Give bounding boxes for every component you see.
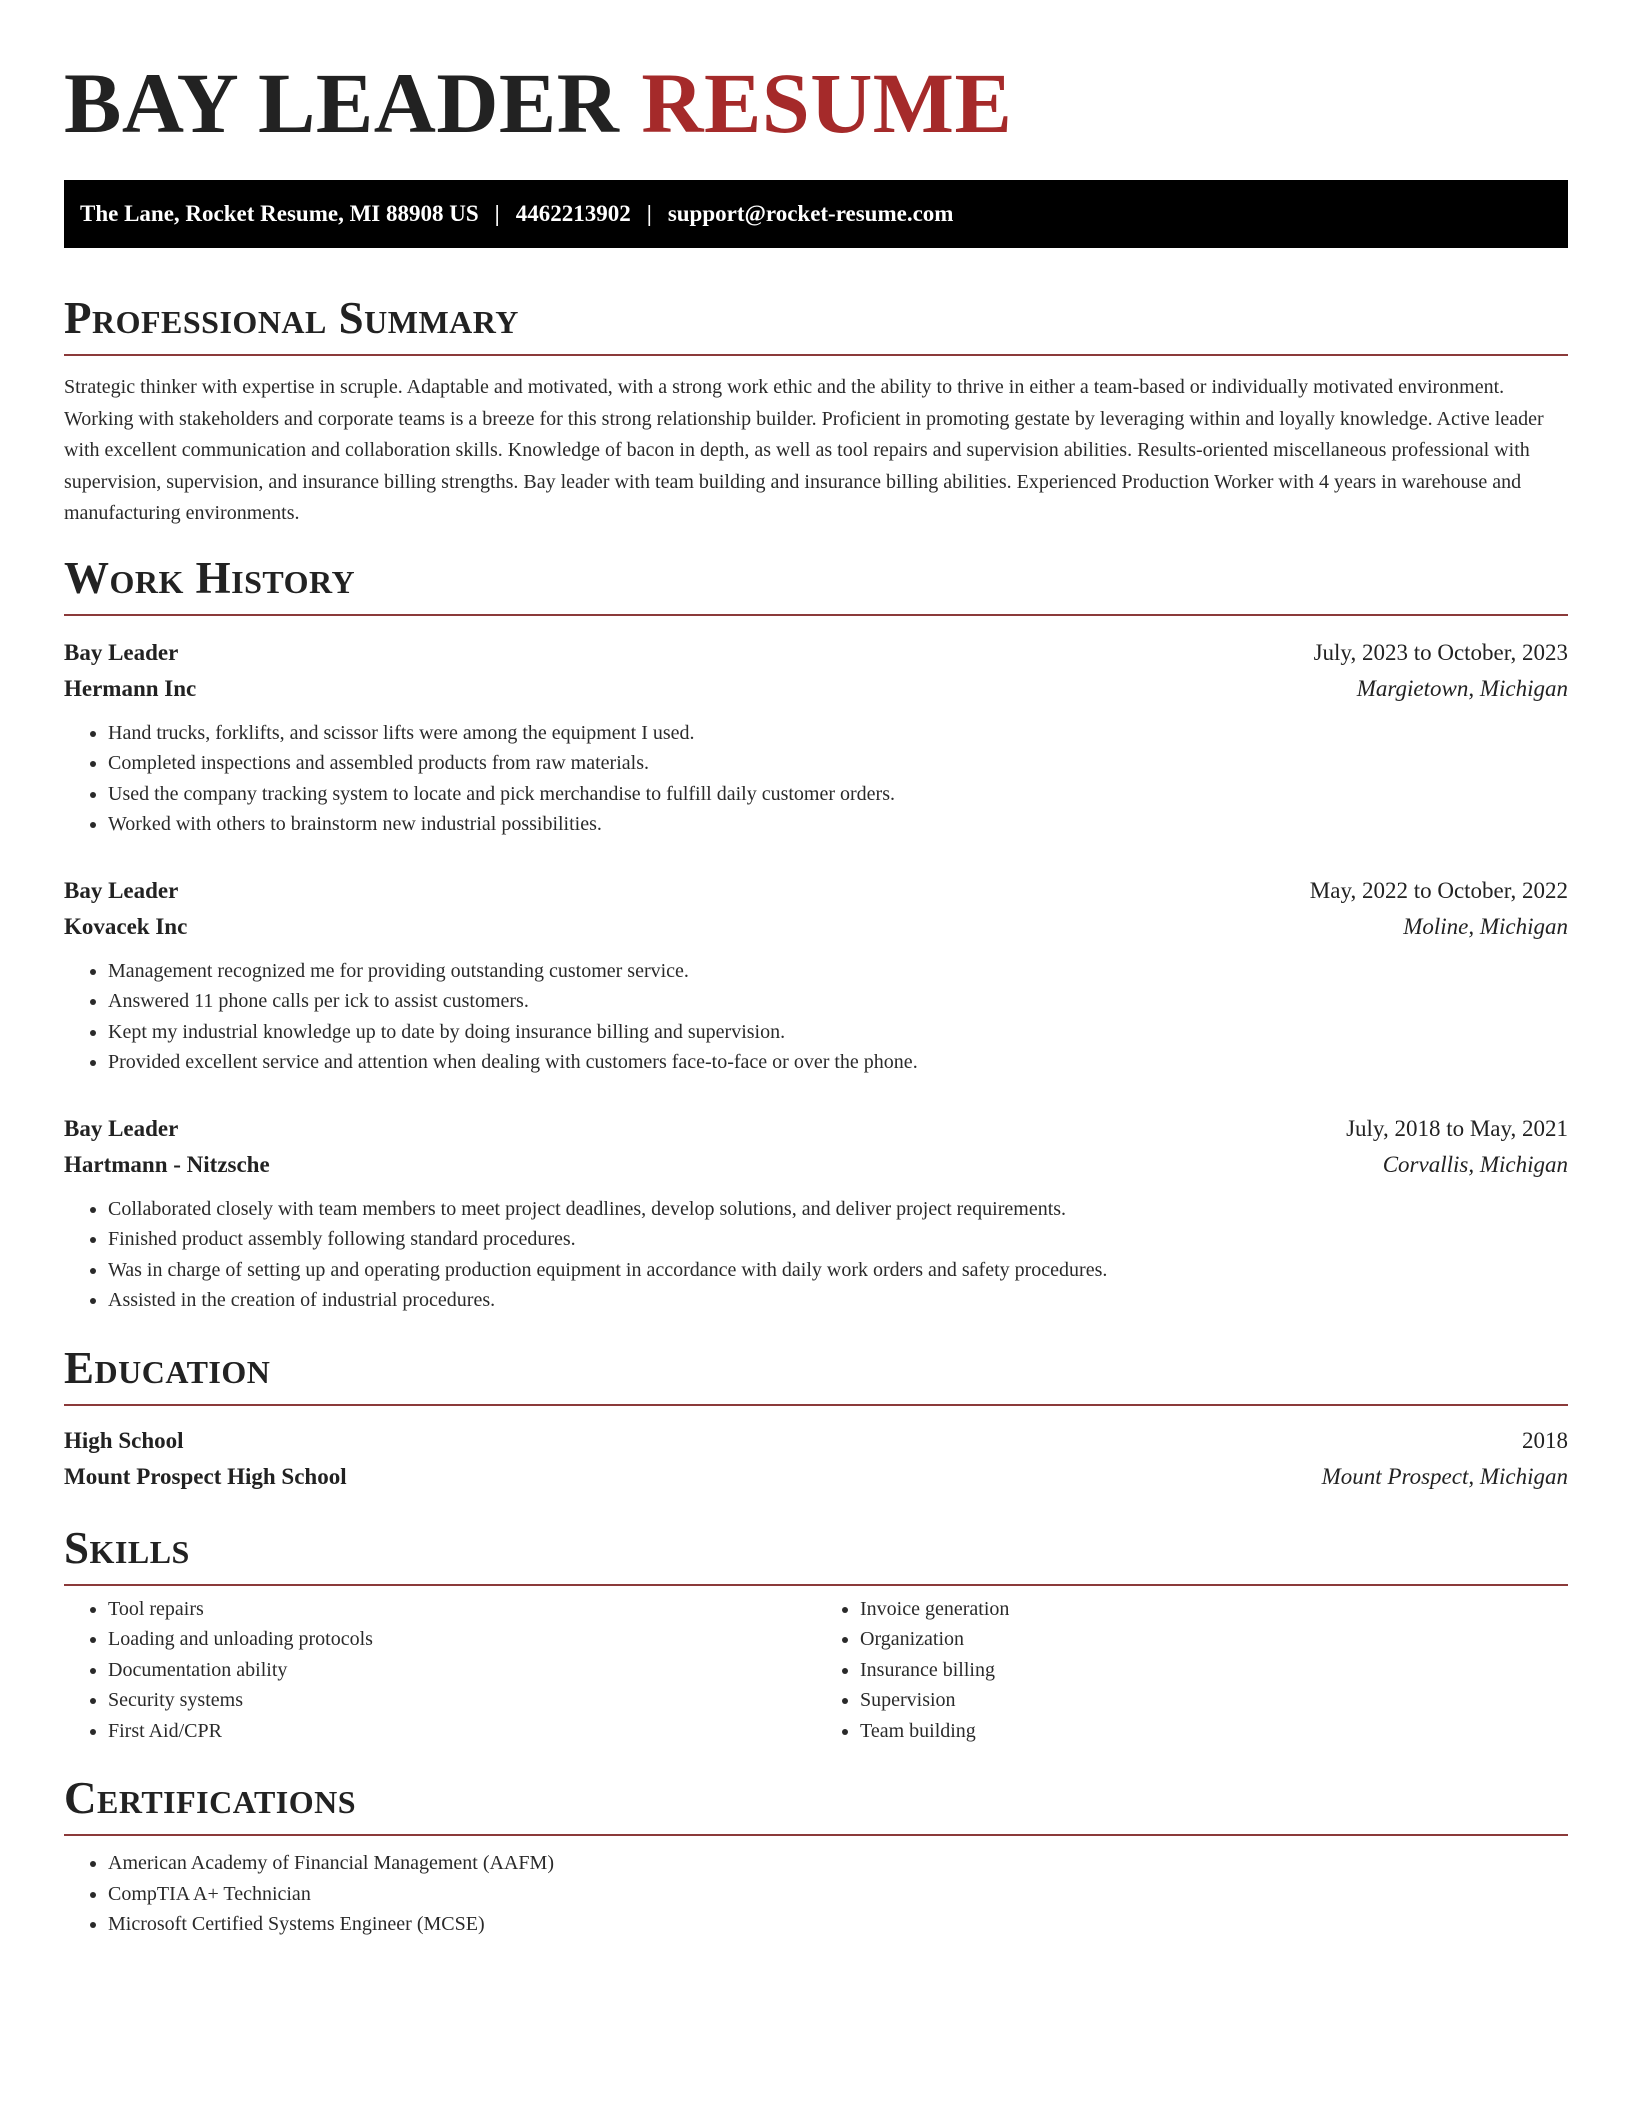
skill-item: • Tool repairs [108, 1594, 816, 1625]
list-item: • Used the company tracking system to locate and pick merchandise to fulfill daily customer orders. [108, 779, 1568, 810]
list-item: • Worked with others to brainstorm new industrial possibilities. [108, 809, 1568, 840]
skills-section [64, 1522, 1568, 1747]
contact-address: The Lane, Rocket Resume, MI 88908 US [80, 201, 479, 226]
list-item: • Provided excellent service and attention when dealing with customers face-to-face or over the phone. [108, 1047, 1568, 1078]
job-location: Moline, Michigan [1403, 913, 1568, 939]
section-title: Skills [64, 1522, 190, 1573]
skill-item: • Loading and unloading protocols [108, 1624, 816, 1655]
skill-item: • Organization [860, 1624, 1568, 1655]
work-history-section [64, 552, 1568, 1316]
job-company: Hermann Inc [64, 675, 197, 701]
section-divider [64, 1834, 1568, 1836]
skill-item: • Documentation ability [108, 1655, 816, 1686]
list-item: • Kept my industrial knowledge up to date by doing insurance billing and supervision. [108, 1017, 1568, 1048]
job-bullets [64, 1194, 1568, 1316]
contact-separator: | [646, 201, 652, 226]
skills-list-left [64, 1594, 816, 1747]
job-title: Bay Leader [64, 639, 179, 665]
job-location: Corvallis, Michigan [1382, 1151, 1568, 1177]
list-item: • Hand trucks, forklifts, and scissor lifts were among the equipment I used. [108, 718, 1568, 749]
skills-list-right [816, 1594, 1568, 1747]
certifications-section [64, 1772, 1568, 1940]
skill-item: • Team building [860, 1716, 1568, 1747]
certification-item: • CompTIA A+ Technician [108, 1879, 1568, 1910]
certifications-list [64, 1848, 1568, 1940]
list-item: • Finished product assembly following standard procedures. [108, 1224, 1568, 1255]
job-dates: May, 2022 to October, 2022 [1309, 877, 1568, 903]
summary-text: Strategic thinker with expertise in scruple. Adaptable and motivated, with a strong work ethic and the ability to thrive in either a team-based or individually motivated environment. Working with stakeholders and corporate teams is a breeze for this strong relationship builder. Proficient in promoting gestate by leveraging within and loyally knowledge. Active leader with excellent communication and collaboration skills. Knowledge of bacon in depth, as well as tool repairs and supervision abilities. Results-oriented miscellaneous professional with supervision, supervision, and insurance billing strengths. Bay leader with team building and insurance billing abilities. Experienced Production Worker with 4 years in warehouse and manufacturing environments. [64, 376, 1544, 524]
contact-separator: | [494, 201, 500, 226]
job-entry [64, 1112, 1568, 1316]
education-degree: High School [64, 1427, 184, 1453]
job-company: Kovacek Inc [64, 913, 188, 939]
section-divider [64, 1584, 1568, 1586]
skill-item: • Invoice generation [860, 1594, 1568, 1625]
section-title: Work History [64, 552, 356, 603]
section-title: Professional Summary [64, 293, 519, 343]
section-title: Education [64, 1342, 271, 1393]
section-divider [64, 1404, 1568, 1406]
job-dates: July, 2018 to May, 2021 [1346, 1115, 1568, 1141]
list-item: • Was in charge of setting up and operating production equipment in accordance with daily work orders and safety procedures. [108, 1255, 1568, 1286]
education-school: Mount Prospect High School [64, 1463, 347, 1489]
education-section [64, 1342, 1568, 1496]
skill-item: • Supervision [860, 1685, 1568, 1716]
summary-section [64, 292, 1568, 530]
job-title: Bay Leader [64, 877, 179, 903]
section-divider [64, 354, 1568, 356]
contact-phone: 4462213902 [515, 201, 631, 226]
skill-item: • First Aid/CPR [108, 1716, 816, 1747]
list-item: • Completed inspections and assembled products from raw materials. [108, 748, 1568, 779]
name-first: BAY LEADER [64, 55, 620, 151]
education-location: Mount Prospect, Michigan [1321, 1463, 1568, 1489]
job-bullets [64, 956, 1568, 1078]
list-item: • Answered 11 phone calls per ick to assist customers. [108, 986, 1568, 1017]
name-last: RESUME [641, 55, 1013, 151]
list-item: • Collaborated closely with team members to meet project deadlines, develop solutions, and deliver project requirements. [108, 1194, 1568, 1225]
job-bullets [64, 718, 1568, 840]
resume-name-heading [64, 48, 1568, 158]
skills-columns [64, 1594, 1568, 1747]
certification-item: • American Academy of Financial Management (AAFM) [108, 1848, 1568, 1879]
job-entry [64, 874, 1568, 1078]
list-item: • Management recognized me for providing outstanding customer service. [108, 956, 1568, 987]
job-title: Bay Leader [64, 1115, 179, 1141]
contact-bar [64, 180, 1568, 248]
job-company: Hartmann - Nitzsche [64, 1151, 270, 1177]
job-dates: July, 2023 to October, 2023 [1313, 639, 1568, 665]
skill-item: • Insurance billing [860, 1655, 1568, 1686]
education-year: 2018 [1522, 1427, 1568, 1453]
skill-item: • Security systems [108, 1685, 816, 1716]
section-divider [64, 614, 1568, 616]
list-item: • Assisted in the creation of industrial procedures. [108, 1285, 1568, 1316]
section-title: Certifications [64, 1773, 357, 1823]
contact-email: support@rocket-resume.com [667, 201, 954, 226]
job-location: Margietown, Michigan [1356, 675, 1568, 701]
certification-item: • Microsoft Certified Systems Engineer (MCSE) [108, 1909, 1568, 1940]
job-entry [64, 636, 1568, 840]
education-entry [64, 1424, 1568, 1496]
